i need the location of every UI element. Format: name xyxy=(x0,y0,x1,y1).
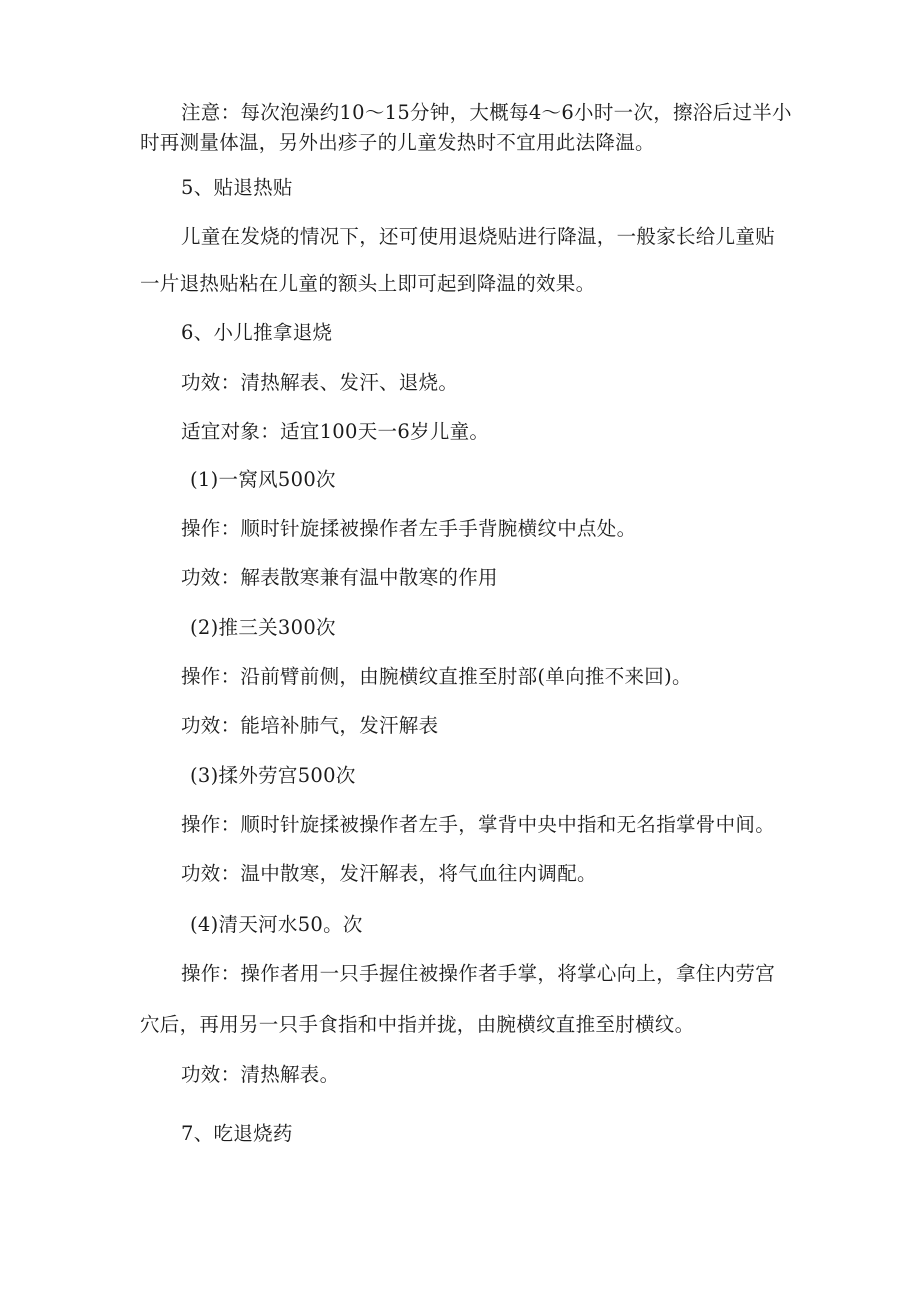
paragraph-line: 操作：顺时针旋揉被操作者左手手背腕横纹中点处。 xyxy=(181,517,637,540)
paragraph-line: 功效：温中散寒，发汗解表，将气血往内调配。 xyxy=(181,862,597,885)
paragraph-line: 注意：每次泡澡约10～15分钟，大概每4～6小时一次，擦浴后过半小 xyxy=(181,101,792,124)
paragraph-line: 功效：清热解表。 xyxy=(181,1063,340,1086)
paragraph-line: 时再测量体温，另外出疹子的儿童发热时不宜用此法降温。 xyxy=(140,131,655,154)
paragraph-line: 穴后，再用另一只手食指和中指并拢，由腕横纹直推至肘横纹。 xyxy=(140,1013,695,1036)
section-heading: 5、贴退热贴 xyxy=(181,176,293,199)
sub-item-heading: (1)一窝风500次 xyxy=(190,468,336,491)
paragraph-line: 功效：解表散寒兼有温中散寒的作用 xyxy=(181,566,498,589)
paragraph-line: 适宜对象：适宜100天一6岁儿童。 xyxy=(181,420,490,443)
paragraph-line: 功效：能培补肺气，发汗解表 xyxy=(181,714,439,737)
sub-item-heading: (3)揉外劳宫500次 xyxy=(190,764,356,787)
paragraph-line: 操作：顺时针旋揉被操作者左手，掌背中央中指和无名指掌骨中间。 xyxy=(181,813,776,836)
paragraph-line: 儿童在发烧的情况下，还可使用退烧贴进行降温，一般家长给儿童贴 xyxy=(181,225,776,248)
section-heading: 7、吃退烧药 xyxy=(181,1122,293,1145)
paragraph-line: 一片退热贴粘在儿童的额头上即可起到降温的效果。 xyxy=(140,272,596,295)
paragraph-line: 操作：沿前臂前侧，由腕横纹直推至肘部(单向推不来回)。 xyxy=(181,665,692,688)
sub-item-heading: (2)推三关300次 xyxy=(190,616,336,639)
section-heading: 6、小儿推拿退烧 xyxy=(181,321,333,344)
paragraph-line: 功效：清热解表、发汗、退烧。 xyxy=(181,371,459,394)
paragraph-line: 操作：操作者用一只手握住被操作者手掌，将掌心向上，拿住内劳宫 xyxy=(181,962,776,985)
sub-item-heading: (4)清天河水50。次 xyxy=(190,913,363,936)
